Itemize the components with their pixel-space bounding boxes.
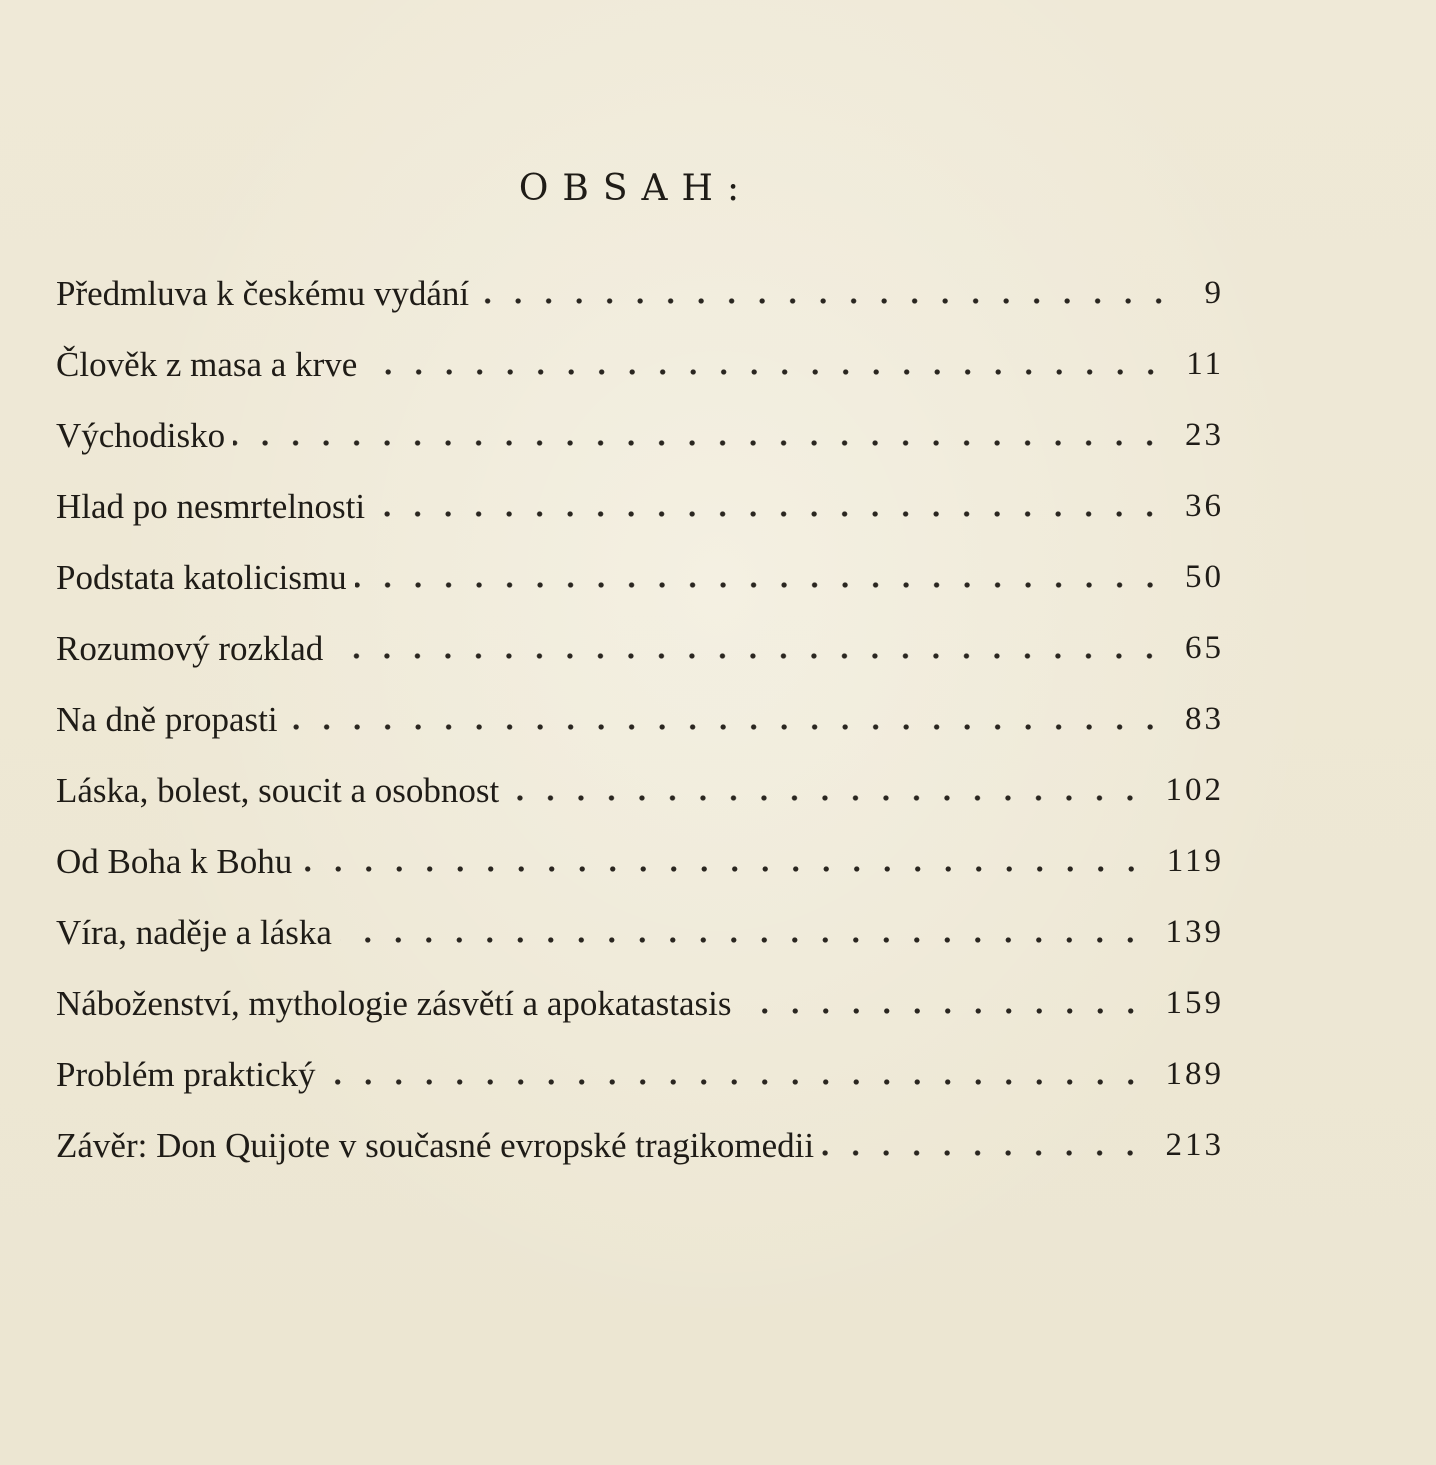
- toc-entry-page: 213: [1165, 1127, 1224, 1163]
- toc-entry: [56, 400, 1224, 471]
- toc-entry-page: 189: [1165, 1056, 1224, 1092]
- dot-leader: [324, 1077, 1146, 1087]
- toc-entry-title: Od Boha k Bohu: [56, 841, 293, 881]
- dot-leader: [477, 296, 1174, 306]
- dot-leader: [233, 438, 1165, 448]
- toc-entry: [56, 258, 1224, 329]
- table-of-contents: [56, 258, 1224, 1181]
- toc-entry-title: Člověk z masa a krve: [56, 344, 358, 384]
- toc-entry-page: 65: [1185, 630, 1224, 666]
- dot-leader: [331, 651, 1165, 661]
- toc-entry: [56, 826, 1224, 897]
- toc-entry: [56, 755, 1224, 826]
- toc-entry: [56, 1110, 1224, 1181]
- toc-entry-title: Východisko: [56, 415, 226, 455]
- dot-leader: [286, 722, 1165, 732]
- dot-leader: [740, 1006, 1146, 1016]
- toc-entry: [56, 542, 1224, 613]
- toc-entry-page: 119: [1166, 843, 1224, 879]
- toc-entry-title: Rozumový rozklad: [56, 628, 324, 668]
- toc-entry-page: 50: [1185, 559, 1224, 595]
- dot-leader: [822, 1148, 1145, 1158]
- dot-leader: [507, 793, 1145, 803]
- toc-entry: [56, 329, 1224, 400]
- toc-entry-page: 159: [1165, 985, 1224, 1021]
- toc-entry-title: Problém praktický: [56, 1054, 316, 1094]
- toc-entry-page: 11: [1186, 346, 1224, 382]
- toc-entry: [56, 684, 1224, 755]
- toc-entry-page: 83: [1185, 701, 1224, 737]
- toc-entry-title: Hlad po nesmrtelnosti: [56, 486, 366, 526]
- toc-entry-title: Závěr: Don Quijote v současné evropské tragikomedii: [56, 1125, 815, 1165]
- toc-entry-title: Víra, naděje a láska: [56, 912, 332, 952]
- dot-leader: [355, 580, 1165, 590]
- toc-entry-page: 36: [1185, 488, 1224, 524]
- toc-entry-title: Náboženství, mythologie zásvětí a apokatastasis: [56, 983, 732, 1023]
- dot-leader: [365, 367, 1166, 377]
- toc-entry: [56, 897, 1224, 968]
- toc-entry-title: Láska, bolest, soucit a osobnost: [56, 770, 500, 810]
- dot-leader: [373, 509, 1165, 519]
- toc-entry: [56, 968, 1224, 1039]
- dot-leader: [300, 864, 1146, 874]
- toc-entry-title: Podstata katolicismu: [56, 557, 347, 597]
- toc-entry-title: Na dně propasti: [56, 699, 278, 739]
- toc-entry: [56, 471, 1224, 542]
- toc-entry-page: 102: [1165, 772, 1224, 808]
- dot-leader: [340, 935, 1146, 945]
- toc-entry: [56, 613, 1224, 684]
- toc-entry-title: Předmluva k českému vydání: [56, 273, 470, 313]
- contents-heading: OBSAH:: [518, 168, 754, 209]
- toc-entry: [56, 1039, 1224, 1110]
- toc-entry-page: 9: [1204, 275, 1224, 311]
- toc-entry-page: 139: [1165, 914, 1224, 950]
- toc-entry-page: 23: [1185, 417, 1224, 453]
